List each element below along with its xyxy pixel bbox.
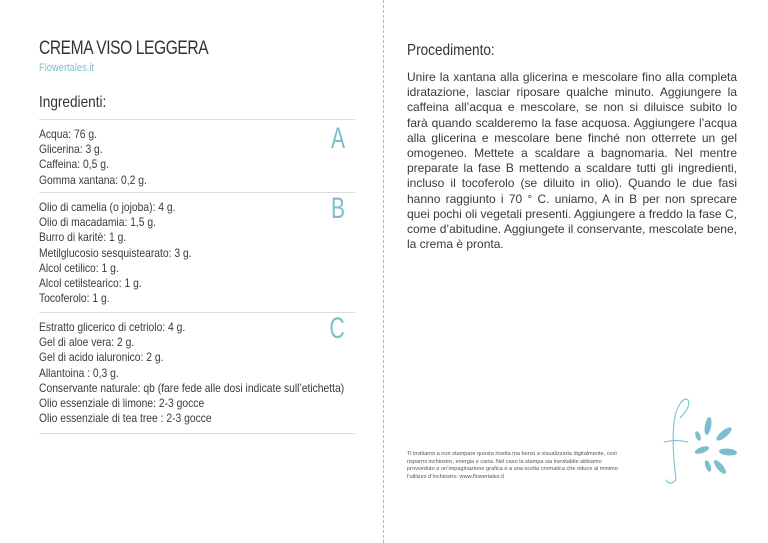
ingredient-list [39, 200, 355, 306]
procedure-heading: Procedimento: [407, 42, 495, 59]
ingredient-list [39, 127, 355, 188]
ingredient-item: Olio di camelia (o jojoba): 4 g. [39, 200, 176, 214]
ingredient-item: Tocoferolo: 1 g. [39, 291, 110, 306]
ingredient-group-b [39, 192, 355, 306]
phase-letter: B [330, 192, 345, 225]
ingredient-item: Olio essenziale di tea tree : 2-3 gocce [39, 411, 212, 426]
site-link[interactable]: Flowertales.it [39, 62, 95, 74]
ingredient-item: Gomma xantana: 0,2 g. [39, 172, 147, 187]
print-note: Ti invitiamo a non stampare questa ricetta ma bensì a visualizzarla digitalmente, così risparmi inchiostro, energia e carta. Nel caso la stampa sia inevitabile abbiamo provveduto a un’impaginazione grafica e a una scelta cromatica che riduce al minimo l’utilizzo d’inchiostro. www.flowertales.it [407, 451, 618, 480]
ingredient-item: Acqua: 76 g. [39, 127, 97, 141]
ingredient-item: Conservante naturale: qb (fare fede alle dosi indicate sull’etichetta) [39, 380, 345, 395]
ingredient-item: Olio di macadamia: 1,5 g. [39, 215, 157, 230]
ingredient-item: Olio essenziale di limone: 2-3 gocce [39, 396, 205, 411]
divider-line [39, 192, 355, 193]
flowertales-logo-icon [650, 392, 740, 492]
ingredient-item: Metilglucosio sesquistearato: 3 g. [39, 245, 192, 260]
phase-letter: A [330, 122, 345, 155]
divider-line [39, 119, 355, 120]
ingredient-item: Gel di aloe vera: 2 g. [39, 335, 135, 350]
ingredient-group-a [39, 122, 355, 188]
ingredient-item: Alcol cetilico: 1 g. [39, 260, 119, 275]
ingredient-item: Allantoina : 0,3 g. [39, 365, 119, 380]
ingredient-item: Gel di acido ialuronico: 2 g. [39, 350, 164, 365]
divider-line [39, 433, 355, 434]
procedure-text: Unire la xantana alla glicerina e mescolare fino alla completa idratazione, lasciar riposare qualche minuto. Aggiungere la caffeina all’acqua e mescolare, se non si diluisce subito lo farà quando scalderemo la fase acquosa. Aggiungere l’acqua alla glicerina e mescolare bene finché non otterrete un gel omogeneo. Mettete a scaldare a bagnomaria. Nel mentre preparate la fase B mettendo a scaldare tutti gli ingredienti, incluso il tocoferolo (se diluito in olio). Quando le due fasi hanno raggiunto i 70 ° C. uniamo, A in B per non sprecare quei pochi oli vegetali presenti. Aggiungere a freddo la fase C, come d’abitudine. Aggiungete il conservante, mescolate bene, la crema è pronta. [407, 70, 737, 252]
ingredient-item: Estratto glicerico di cetriolo: 4 g. [39, 320, 186, 334]
recipe-title: CREMA VISO LEGGERA [39, 38, 209, 59]
ingredient-item: Glicerina: 3 g. [39, 142, 103, 157]
phase-letter: C [329, 312, 345, 345]
ingredient-item: Caffeina: 0,5 g. [39, 157, 109, 172]
divider-line [39, 312, 355, 313]
ingredient-group-c [39, 312, 355, 426]
ingredient-item: Alcol cetilstearico: 1 g. [39, 276, 142, 291]
ingredients-heading: Ingredienti: [39, 94, 107, 111]
ingredient-list [39, 320, 355, 426]
page-divider [383, 0, 384, 543]
ingredient-item: Burro di karitè: 1 g. [39, 230, 127, 245]
